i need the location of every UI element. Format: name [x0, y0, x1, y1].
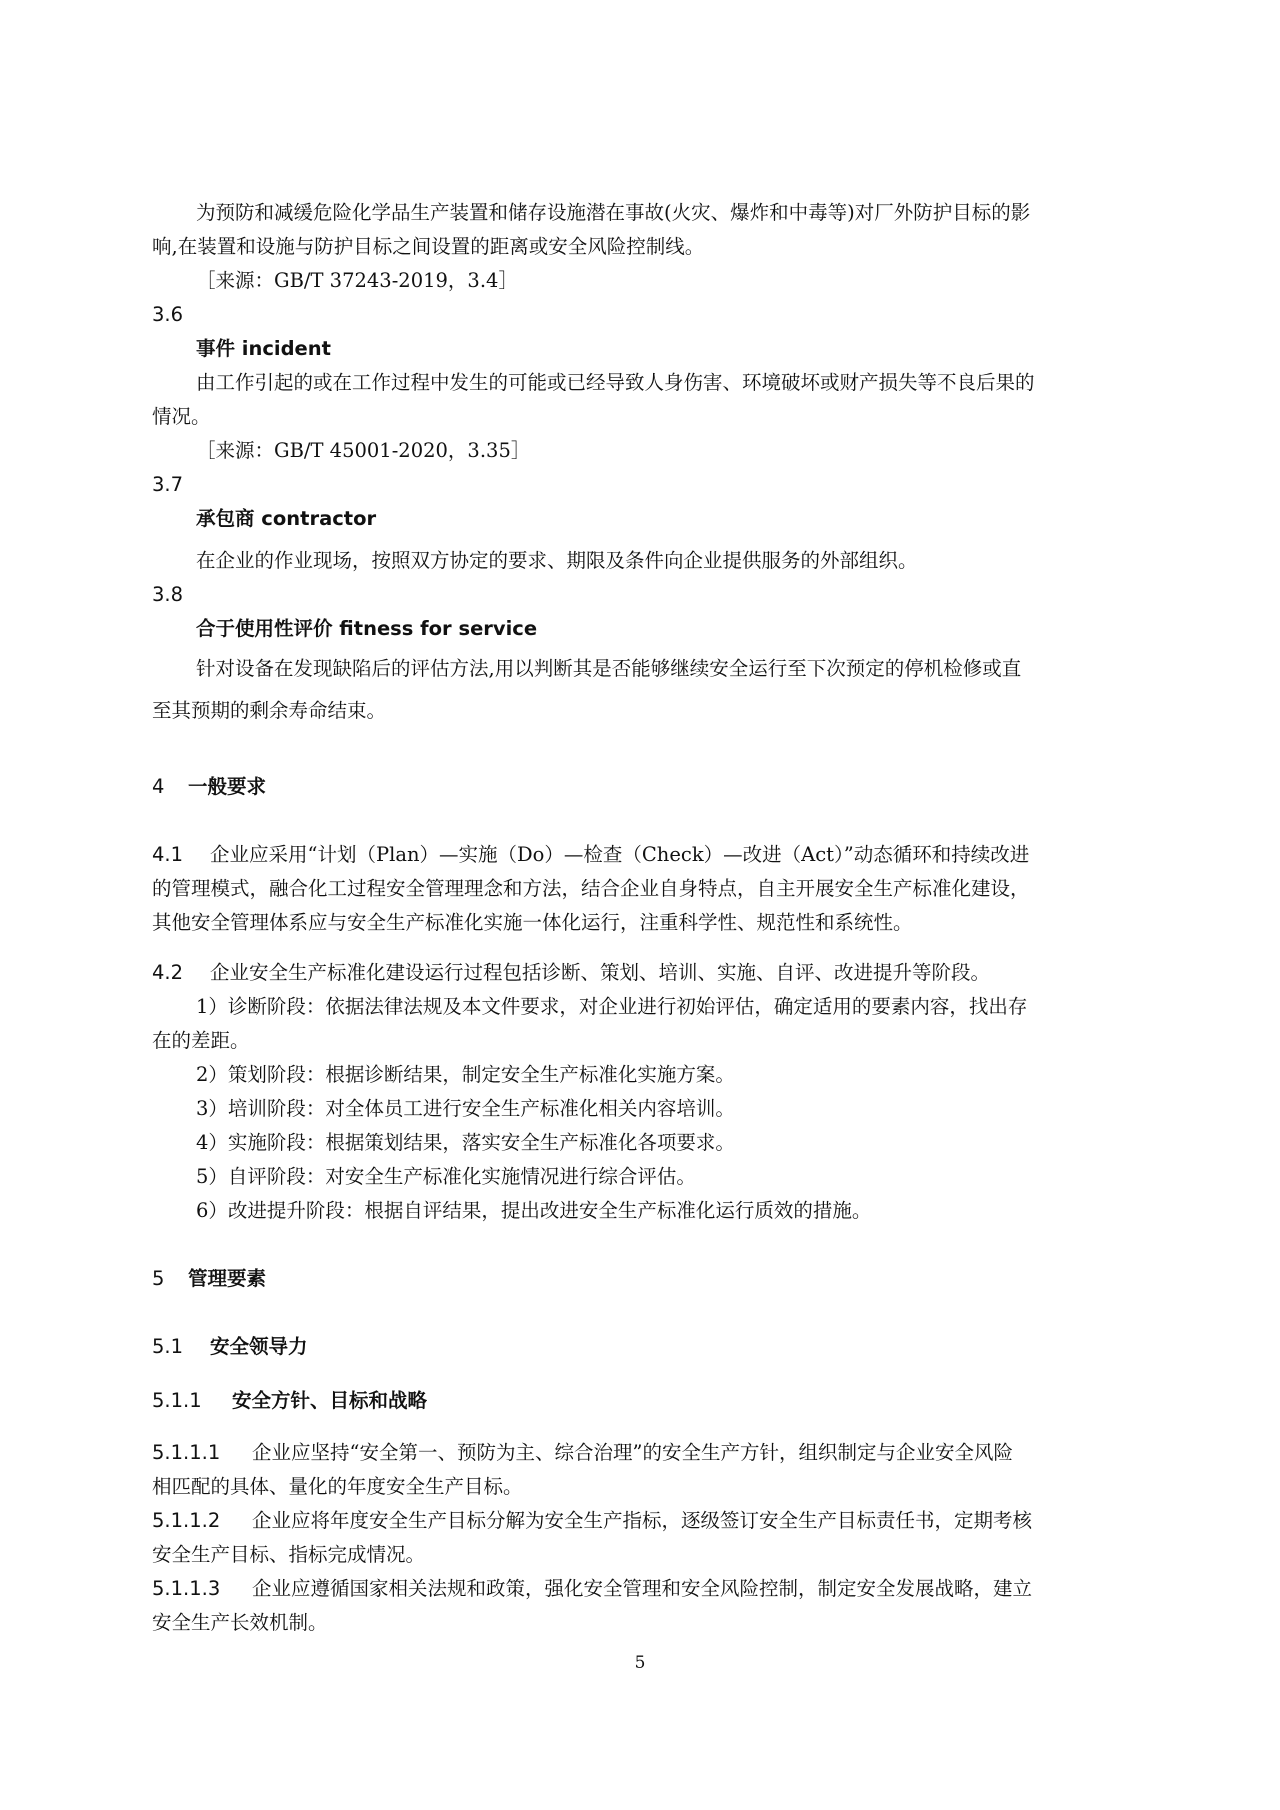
clause-line [152, 1436, 1013, 1470]
clause-number: 5.1.1.2 [152, 1509, 221, 1532]
subsection-number: 5.1.1 [152, 1389, 202, 1412]
list-item: 3）培训阶段：对全体员工进行安全生产标准化相关内容培训。 [196, 1097, 735, 1120]
clause-line [152, 838, 1029, 872]
list-item: 在的差距。 [152, 1029, 250, 1052]
term-title: 承包商 contractor [196, 507, 377, 530]
section-number: 4 [152, 775, 165, 798]
clause-line [152, 956, 990, 990]
term-number: 3.7 [152, 473, 184, 496]
clause-number: 4.2 [152, 961, 184, 984]
list-item: 4）实施阶段：根据策划结果，落实安全生产标准化各项要求。 [196, 1131, 735, 1154]
clause-line: 的管理模式，融合化工过程安全管理理念和方法，结合企业自身特点，自主开展安全生产标准化建设， [152, 877, 1030, 900]
section-number: 5 [152, 1267, 165, 1290]
subsection-title: 安全领导力 [210, 1335, 308, 1358]
clause-text: 企业应采用“计划（Plan）—实施（Do）—检查（Check）—改进（Act）”动态循环和持续改进 [210, 843, 1030, 866]
section-heading [152, 1262, 266, 1296]
section-title: 一般要求 [188, 775, 267, 798]
page-number: 5 [634, 1653, 646, 1673]
clause-line: 安全生产长效机制。 [152, 1611, 328, 1634]
paragraph-line: 响,在装置和设施与防护目标之间设置的距离或安全风险控制线。 [152, 235, 705, 258]
clause-line: 其他安全管理体系应与安全生产标准化实施一体化运行，注重科学性、规范性和系统性。 [152, 911, 913, 934]
list-item: 5）自评阶段：对安全生产标准化实施情况进行综合评估。 [196, 1165, 696, 1188]
clause-number: 5.1.1.3 [152, 1577, 221, 1600]
paragraph-line: 为预防和减缓危险化学品生产装置和储存设施潜在事故(火灾、爆炸和中毒等)对厂外防护目标的影 [196, 201, 1031, 224]
section-heading [152, 770, 266, 804]
clause-text: 企业安全生产标准化建设运行过程包括诊断、策划、培训、实施、自评、改进提升等阶段。 [210, 961, 991, 984]
subsection-heading [152, 1330, 308, 1364]
clause-text: 企业应将年度安全生产目标分解为安全生产指标，逐级签订安全生产目标责任书，定期考核 [252, 1509, 1033, 1532]
term-number: 3.8 [152, 583, 184, 606]
term-title: 事件 incident [196, 337, 331, 360]
subsection-heading [152, 1384, 427, 1418]
term-definition: 在企业的作业现场，按照双方协定的要求、期限及条件向企业提供服务的外部组织。 [196, 549, 918, 572]
source-note: ［来源：GB/T 37243-2019，3.4］ [196, 269, 518, 292]
clause-line [152, 1572, 1032, 1606]
clause-line: 安全生产目标、指标完成情况。 [152, 1543, 426, 1566]
subsection-number: 5.1 [152, 1335, 184, 1358]
clause-line [152, 1504, 1032, 1538]
term-definition: 至其预期的剩余寿命结束。 [152, 699, 387, 722]
source-note: ［来源：GB/T 45001-2020，3.35］ [196, 439, 531, 462]
clause-text: 企业应遵循国家相关法规和政策，强化安全管理和安全风险控制，制定安全发展战略，建立 [252, 1577, 1033, 1600]
clause-number: 5.1.1.1 [152, 1441, 221, 1464]
list-item: 6）改进提升阶段：根据自评结果，提出改进安全生产标准化运行质效的措施。 [196, 1199, 872, 1222]
term-title: 合于使用性评价 fitness for service [196, 617, 538, 640]
term-definition: 情况。 [152, 405, 211, 428]
term-definition: 由工作引起的或在工作过程中发生的可能或已经导致人身伤害、环境破坏或财产损失等不良后果的 [196, 371, 1035, 394]
term-definition: 针对设备在发现缺陷后的评估方法,用以判断其是否能够继续安全运行至下次预定的停机检修或直 [196, 657, 1022, 680]
clause-text: 企业应坚持“安全第一、预防为主、综合治理”的安全生产方针，组织制定与企业安全风险 [252, 1441, 1013, 1464]
list-item: 1）诊断阶段：依据法律法规及本文件要求，对企业进行初始评估，确定适用的要素内容，找出存 [196, 995, 1028, 1018]
clause-number: 4.1 [152, 843, 184, 866]
subsection-title: 安全方针、目标和战略 [232, 1389, 428, 1412]
section-title: 管理要素 [188, 1267, 267, 1290]
list-item: 2）策划阶段：根据诊断结果，制定安全生产标准化实施方案。 [196, 1063, 735, 1086]
term-number: 3.6 [152, 303, 184, 326]
clause-line: 相匹配的具体、量化的年度安全生产目标。 [152, 1475, 523, 1498]
